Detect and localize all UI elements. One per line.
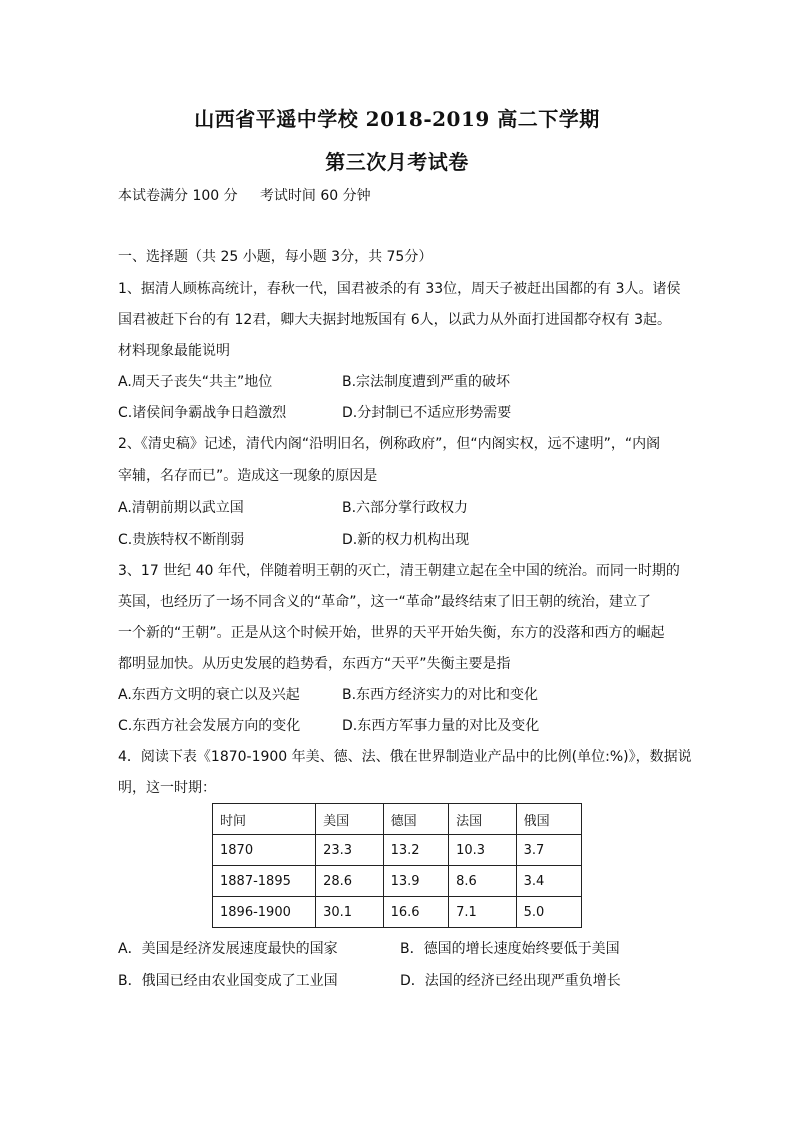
question-2-option-a: A.清朝前期以武立国 (118, 500, 244, 516)
question-1-option-b: B.宗法制度遭到严重的破坏 (342, 374, 511, 390)
question-3-line-2: 英国，也经历了一场不同含义的“革命”，这一“革命”最终结束了旧王朝的统治，建立了 (118, 594, 652, 610)
table-header-cell: 德国 (383, 804, 449, 835)
question-1-line-1: 1、据清人顾栋高统计，春秋一代，国君被杀的有 33位，周天子被赶出国都的有 3人。诸侯 (118, 281, 681, 297)
question-4-line-1: 4．阅读下表《1870-1900 年美、德、法、俄在世界制造业产品中的比例(单位:%)》，数据说 (118, 749, 692, 765)
table-cell: 30.1 (316, 897, 384, 928)
question-3-line-1: 3、17 世纪 40 年代，伴随着明王朝的灭亡，清王朝建立起在全中国的统治。而同一时期的 (118, 563, 680, 579)
table-header-row (213, 804, 582, 835)
question-3-option-c: C.东西方社会发展方向的变化 (118, 718, 301, 734)
question-4-option-b: B．德国的增长速度始终要低于美国 (400, 941, 620, 957)
question-4-line-2: 明，这一时期： (118, 780, 216, 796)
question-3-option-b: B.东西方经济实力的对比和变化 (342, 687, 539, 703)
table-cell: 7.1 (449, 897, 517, 928)
question-3-option-a: A.东西方文明的衰亡以及兴起 (118, 687, 300, 703)
table-cell: 3.7 (516, 835, 581, 866)
table-cell: 8.6 (449, 866, 517, 897)
table-cell: 1887-1895 (213, 866, 316, 897)
exam-title-line1: 山西省平遥中学校 2018-2019 高二下学期 (194, 107, 600, 131)
question-1-line-2: 国君被赶下台的有 12君，卿大夫据封地叛国有 6人，以武力从外面打进国都夺权有 3起。 (118, 312, 671, 328)
question-4-option-d: D．法国的经济已经出现严重负增长 (400, 973, 621, 989)
table-cell: 1896-1900 (213, 897, 316, 928)
question-2-line-1: 2、《清史稿》记述，清代内阁“沿明旧名，例称政府”，但“内阁实权，远不逮明”，“内阁 (118, 436, 661, 452)
question-2-line-2: 宰辅，名存而已”。造成这一现象的原因是 (118, 468, 378, 484)
question-1-option-a: A.周天子丧失“共主”地位 (118, 374, 273, 390)
table-header-cell: 俄国 (516, 804, 581, 835)
question-1-line-3: 材料现象最能说明 (118, 343, 230, 359)
question-2-option-c: C.贵族特权不断削弱 (118, 532, 245, 548)
table-cell: 13.9 (383, 866, 449, 897)
manufacturing-share-table (212, 803, 582, 928)
table-cell: 1870 (213, 835, 316, 866)
table-header-cell: 时间 (213, 804, 316, 835)
table-row (213, 835, 582, 866)
table-cell: 28.6 (316, 866, 384, 897)
table-row (213, 897, 582, 928)
question-3-line-3: 一个新的“王朝”。正是从这个时候开始，世界的天平开始失衡，东方的没落和西方的崛起 (118, 625, 665, 641)
question-4-option-a: A．美国是经济发展速度最快的国家 (118, 941, 338, 957)
question-1-option-d: D.分封制已不适应形势需要 (342, 405, 512, 421)
table-row (213, 866, 582, 897)
table-header-cell: 法国 (449, 804, 517, 835)
table-cell: 16.6 (383, 897, 449, 928)
table-cell: 13.2 (383, 835, 449, 866)
table-cell: 10.3 (449, 835, 517, 866)
exam-info: 本试卷满分 100 分 考试时间 60 分钟 (118, 188, 371, 204)
section-heading: 一、选择题（共 25 小题，每小题 3分，共 75分） (118, 249, 433, 265)
question-2-option-d: D.新的权力机构出现 (342, 532, 470, 548)
table-cell: 3.4 (516, 866, 581, 897)
question-2-option-b: B.六部分掌行政权力 (342, 500, 469, 516)
question-1-option-c: C.诸侯间争霸战争日趋激烈 (118, 405, 287, 421)
question-4-option-c: B．俄国已经由农业国变成了工业国 (118, 973, 338, 989)
question-3-option-d: D.东西方军事力量的对比及变化 (342, 718, 540, 734)
table-header-cell: 美国 (316, 804, 384, 835)
table-cell: 23.3 (316, 835, 384, 866)
question-3-line-4: 都明显加快。从历史发展的趋势看，东西方“天平”失衡主要是指 (118, 656, 511, 672)
table-cell: 5.0 (516, 897, 581, 928)
exam-title-line2: 第三次月考试卷 (325, 150, 469, 174)
